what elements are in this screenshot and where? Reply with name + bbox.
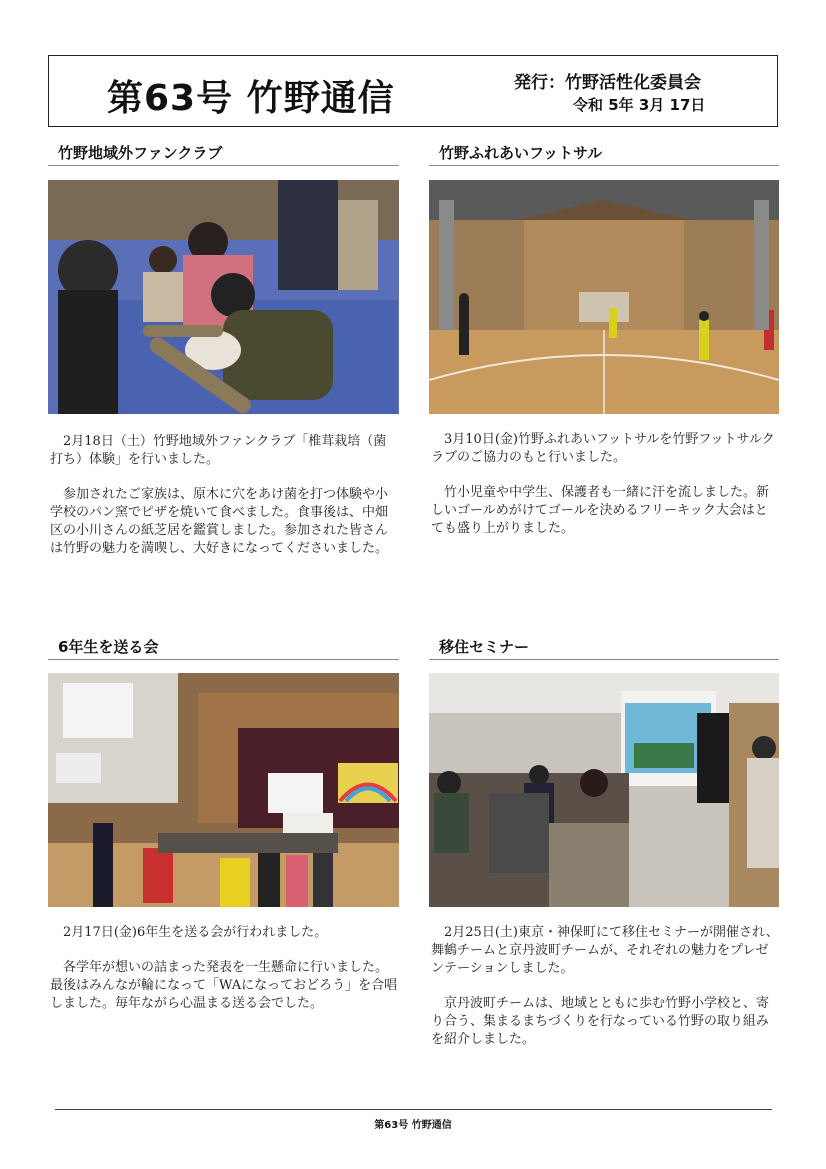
section-heading-farewell: 6年生を送る会 <box>48 636 399 660</box>
paragraph: 竹小児童や中学生、保護者も一緒に汗を流しました。新しいゴールめがけてゴールを決めるフリーキック大会はとても盛り上がりました。 <box>431 485 770 536</box>
farewell-photo <box>48 673 399 907</box>
publisher: 発行：竹野活性化委員会 <box>514 73 701 93</box>
paragraph: 2月17日(金)6年生を送る会が行われました。 <box>63 925 328 940</box>
section-heading-seminar: 移住セミナー <box>429 636 779 660</box>
paragraph: 2月18日（土）竹野地域外ファンクラブ「椎茸栽培（菌打ち）体験」を行いました。 <box>50 434 387 467</box>
paragraph: 京丹波町チームは、地域とともに歩む竹野小学校と、寄り合う、集まるまちづくりを行なっている竹野の取り組みを紹介しました。 <box>431 996 770 1047</box>
farewell-article <box>50 924 398 1030</box>
seminar-article <box>431 924 779 1066</box>
paragraph: 2月25日(土)東京・神保町にて移住セミナーが開催され、舞鶴チームと京丹波町チームが、それぞれの魅力をプレゼンテーションしました。 <box>431 925 779 976</box>
fanclub-photo <box>48 180 399 414</box>
section-heading-fanclub: 竹野地域外ファンクラブ <box>48 142 399 166</box>
masthead <box>48 55 778 127</box>
fanclub-article <box>50 433 398 575</box>
section-heading-futsal: 竹野ふれあいフットサル <box>429 142 779 166</box>
seminar-photo <box>429 673 779 907</box>
footer: 第63号 竹野通信 <box>374 1120 452 1131</box>
page-title: 第63号 竹野通信 <box>107 78 395 119</box>
futsal-photo <box>429 180 779 414</box>
paragraph: 各学年が想いの詰まった発表を一生懸命に行いました。最後はみんなが輪になって「WAになっておどろう」を合唱しました。毎年ながら心温まる送る会でした。 <box>50 960 398 1011</box>
paragraph: 参加されたご家族は、原木に穴をあけ菌を打つ体験や小学校のパン窯でピザを焼いて食べました。食事後は、中畑区の小川さんの紙芝居を鑑賞しました。参加された皆さんは竹野の魅力を満喫し、大好きになってくださいました。 <box>50 487 389 556</box>
issue-date: 令和 5年 3月 17日 <box>573 96 706 114</box>
footer-divider <box>55 1109 772 1110</box>
futsal-article <box>431 431 779 555</box>
paragraph: 3月10日(金)竹野ふれあいフットサルを竹野フットサルクラブのご協力のもと行いました。 <box>431 432 775 465</box>
